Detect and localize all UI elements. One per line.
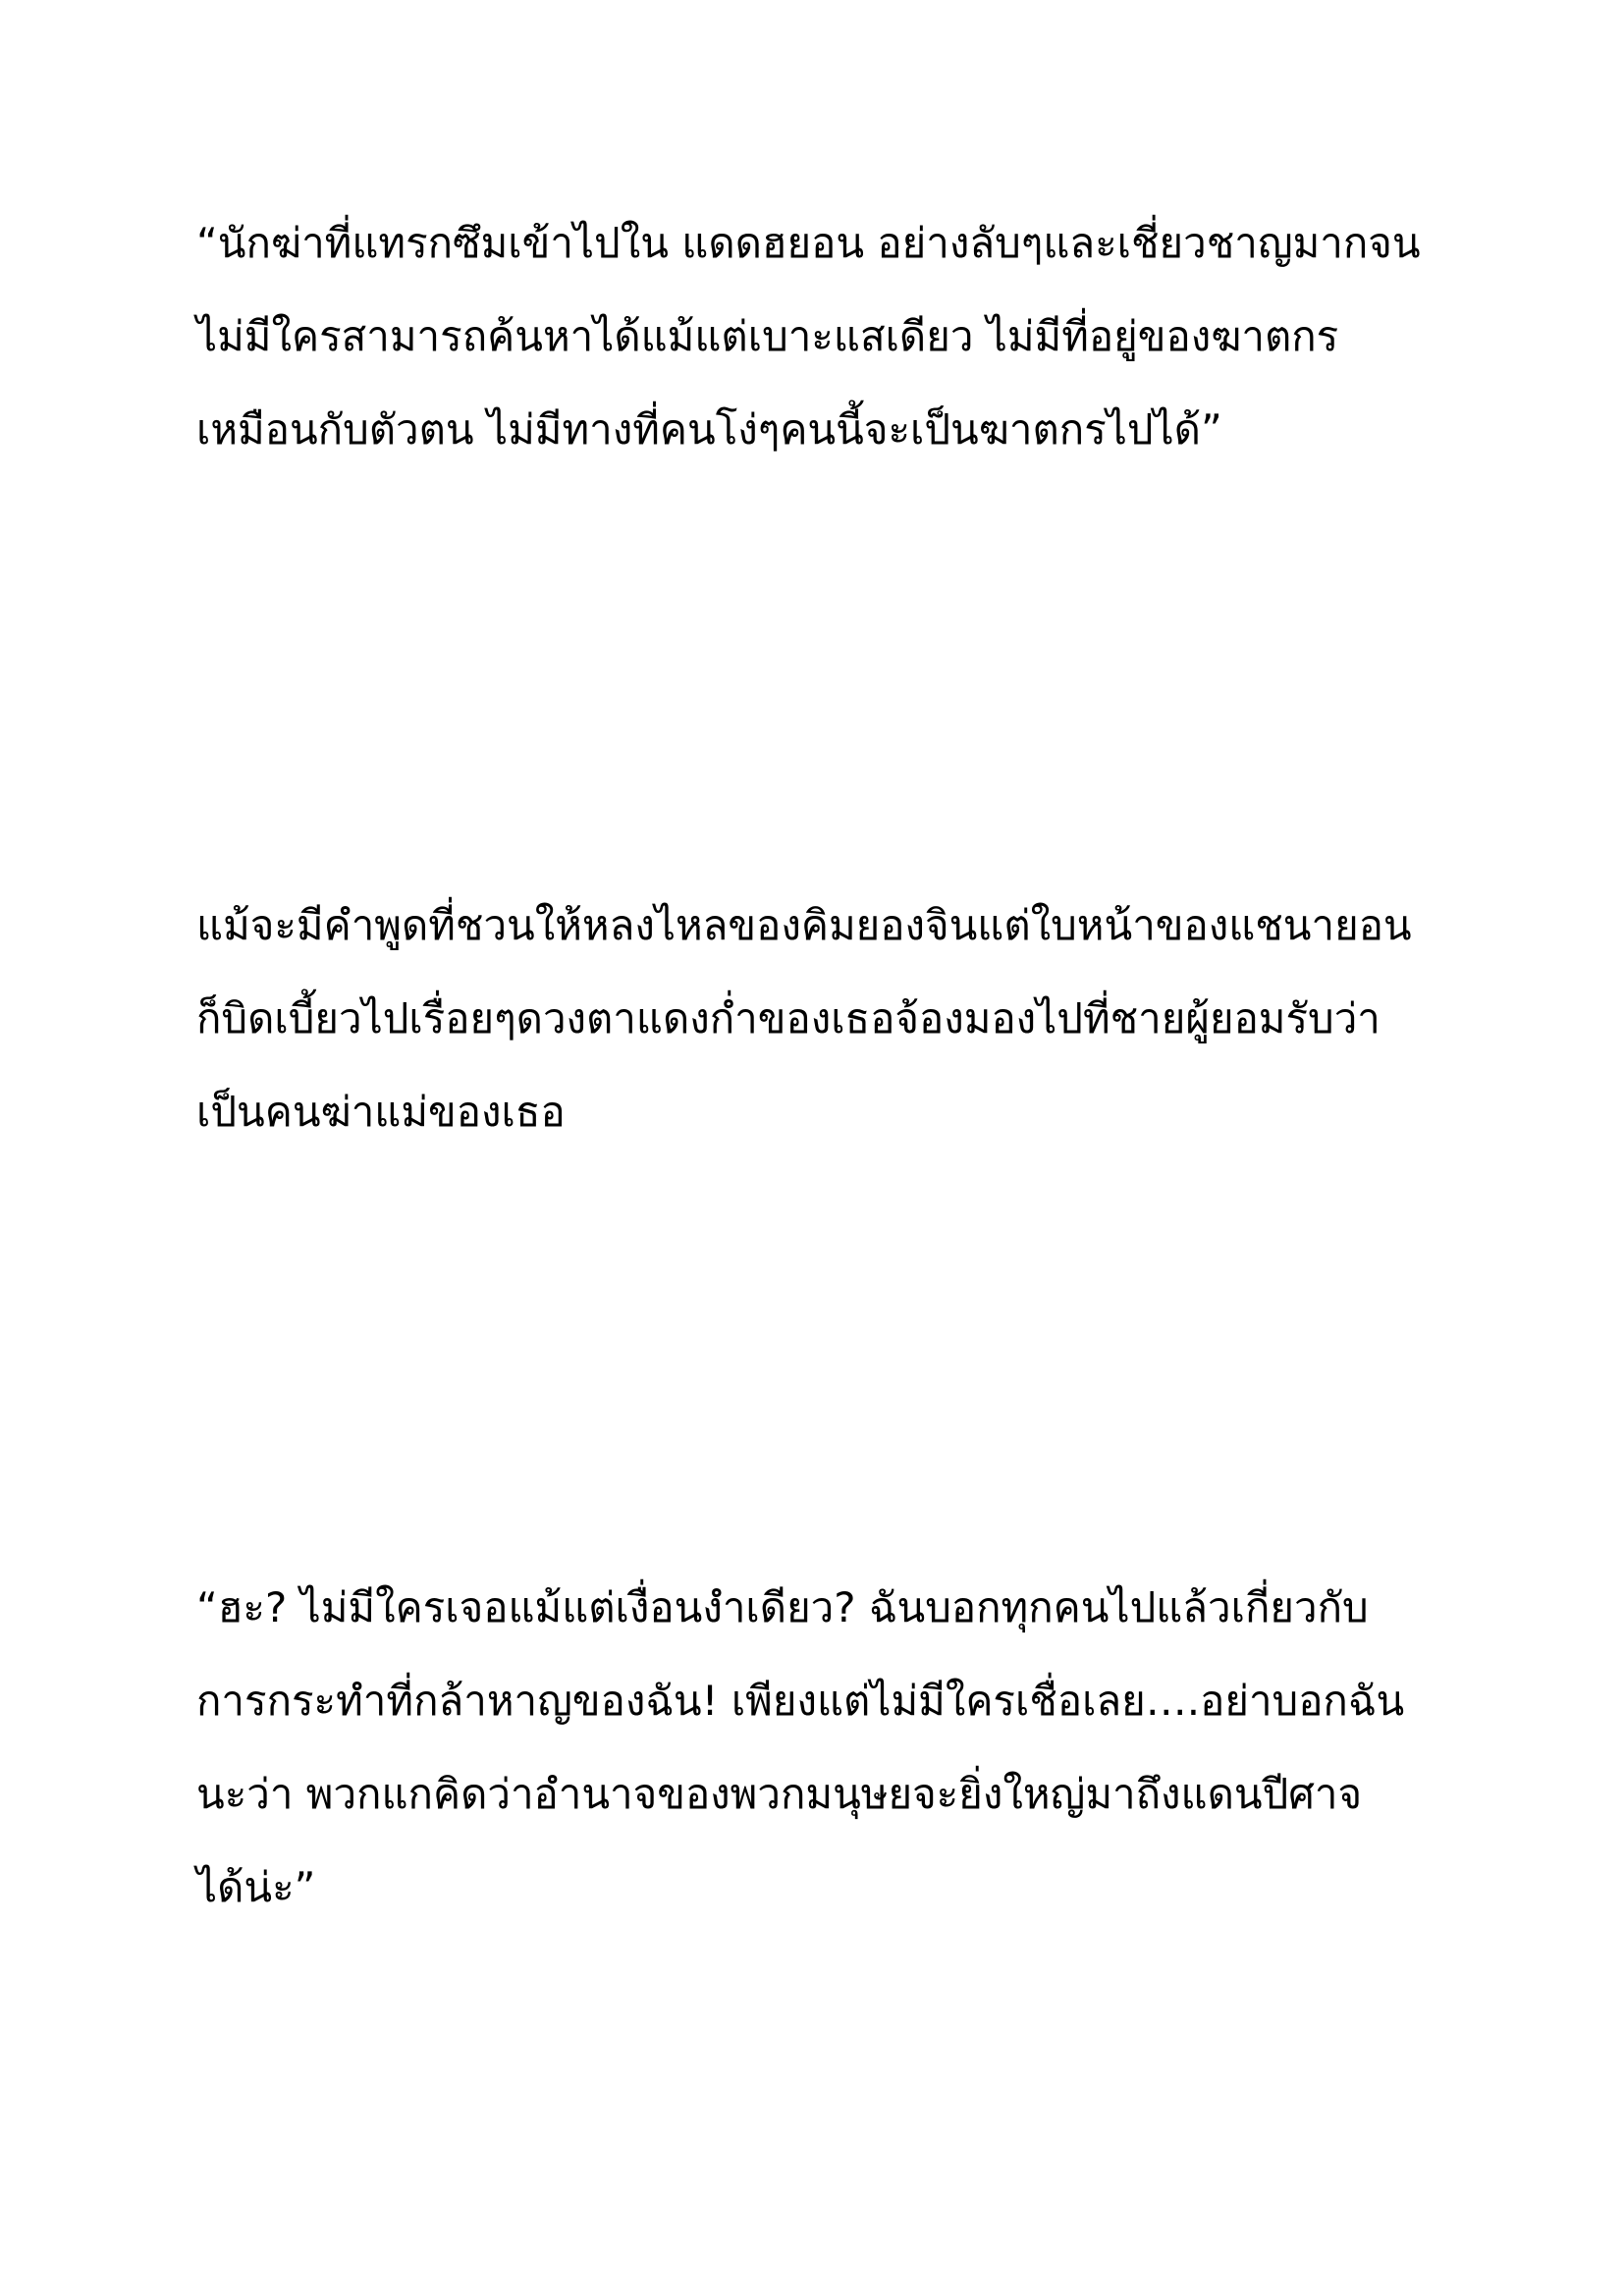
paragraph-line: แม้จะมีคำพูดที่ชวนให้หลงไหลของคิมยองจินแต่ใบหน้าของแชนายอน [196,901,1412,949]
paragraph-line: ก็บิดเบี้ยวไปเรื่อยๆดวงตาแดงก่ำของเธอจ้องมองไปที่ชายผู้ยอมรับว่า [196,994,1380,1042]
paragraph-3 [196,1561,1453,1934]
paragraph-line: เป็นคนฆ่าแม่ของเธอ [196,1088,566,1136]
paragraph-1 [196,196,1453,476]
paragraph-line: ได้น่ะ” [196,1863,316,1911]
paragraph-line: การกระทำที่กล้าหาญของฉัน! เพียงแต่ไม่มีใครเชื่อเลย….อย่าบอกฉัน [196,1677,1405,1725]
paragraph-line: “ฮะ? ไม่มีใครเจอแม้แต่เงื่อนงำเดียว? ฉันบอกทุกคนไปแล้วเกี่ยวกับ [196,1583,1369,1631]
paragraph-2 [196,879,1453,1158]
paragraph-line: “นักฆ่าที่แทรกซึมเข้าไปใน แดดฮยอน อย่างลับๆและเชี่ยวชาญมากจน [196,219,1421,267]
paragraph-line: นะว่า พวกแกคิดว่าอำนาจของพวกมนุษยจะยิ่งใหญ่มาถึงแดนปีศาจ [196,1770,1363,1818]
paragraph-line: เหมือนกับตัวตน ไม่มีทางที่คนโง่ๆคนนี้จะเป็นฆาตกรไปได้” [196,405,1222,454]
paragraph-line: ไม่มีใครสามารถค้นหาได้แม้แต่เบาะแสเดียว ไม่มีที่อยู่ของฆาตกร [196,312,1339,360]
